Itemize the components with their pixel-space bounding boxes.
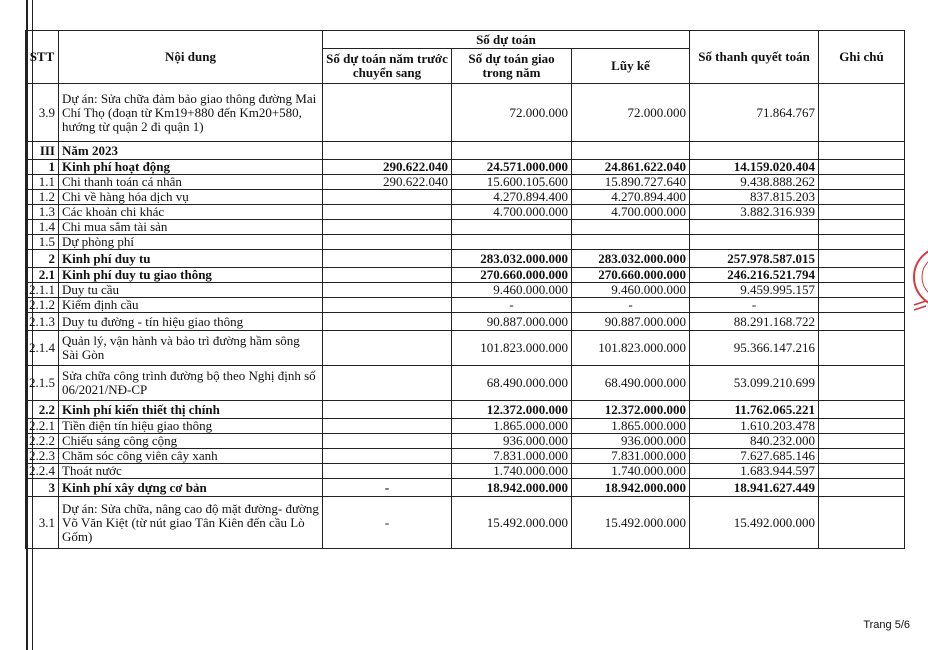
row-prev-year: [323, 434, 452, 449]
row-settlement: [690, 220, 819, 235]
header-prev-year: Số dự toán năm trước chuyển sang: [323, 49, 452, 84]
row-content: Chiếu sáng công cộng: [59, 434, 323, 449]
row-note: [819, 298, 905, 313]
row-content: Kinh phí xây dựng cơ bản: [59, 479, 323, 497]
row-content: Dự phòng phí: [59, 235, 323, 250]
budget-table: [25, 30, 905, 549]
row-prev-year: 290.622.040: [323, 160, 452, 175]
row-content: Chi mua sắm tài sản: [59, 220, 323, 235]
row-settlement: [690, 235, 819, 250]
row-settlement: 18.941.627.449: [690, 479, 819, 497]
row-settlement: 837.815.203: [690, 190, 819, 205]
table-row: [26, 366, 905, 401]
row-prev-year: 290.622.040: [323, 175, 452, 190]
row-prev-year: [323, 331, 452, 366]
row-note: [819, 313, 905, 331]
row-note: [819, 331, 905, 366]
row-this-year: 15.600.105.600: [452, 175, 572, 190]
row-stt: 2.1.5: [26, 366, 59, 401]
row-this-year: 270.660.000.000: [452, 268, 572, 283]
row-stt: 2.1.3: [26, 313, 59, 331]
row-prev-year: [323, 449, 452, 464]
row-cumulative: [572, 220, 690, 235]
page-number: Trang 5/6: [863, 619, 910, 631]
row-settlement: -: [690, 298, 819, 313]
row-settlement: 9.459.995.157: [690, 283, 819, 298]
row-prev-year: [323, 313, 452, 331]
row-cumulative: 15.492.000.000: [572, 497, 690, 549]
row-settlement: 246.216.521.794: [690, 268, 819, 283]
row-settlement: 3.882.316.939: [690, 205, 819, 220]
row-settlement: [690, 142, 819, 160]
row-content: Chi về hàng hóa dịch vụ: [59, 190, 323, 205]
row-cumulative: 101.823.000.000: [572, 331, 690, 366]
header-stt: STT: [26, 31, 59, 84]
table-row: [26, 268, 905, 283]
row-settlement: 53.099.210.699: [690, 366, 819, 401]
row-stt: 1.2: [26, 190, 59, 205]
row-prev-year: -: [323, 497, 452, 549]
table-row: [26, 160, 905, 175]
row-this-year: 15.492.000.000: [452, 497, 572, 549]
row-note: [819, 250, 905, 268]
row-this-year: [452, 220, 572, 235]
row-this-year: [452, 142, 572, 160]
row-cumulative: 9.460.000.000: [572, 283, 690, 298]
table-row: [26, 190, 905, 205]
row-stt: 1.4: [26, 220, 59, 235]
row-prev-year: [323, 298, 452, 313]
row-this-year: 18.942.000.000: [452, 479, 572, 497]
table-row: [26, 142, 905, 160]
row-note: [819, 160, 905, 175]
row-this-year: 12.372.000.000: [452, 401, 572, 419]
row-note: [819, 268, 905, 283]
row-prev-year: [323, 205, 452, 220]
row-content: Dự án: Sửa chữa đảm bảo giao thông đường Mai Chí Thọ (đoạn từ Km19+880 đến Km20+580, hướng từ quận 2 đi quận 1): [59, 84, 323, 142]
row-cumulative: 270.660.000.000: [572, 268, 690, 283]
row-this-year: 1.865.000.000: [452, 419, 572, 434]
row-settlement: 71.864.767: [690, 84, 819, 142]
row-cumulative: 283.032.000.000: [572, 250, 690, 268]
row-stt: III: [26, 142, 59, 160]
row-note: [819, 464, 905, 479]
table-row: [26, 283, 905, 298]
row-note: [819, 84, 905, 142]
row-cumulative: 68.490.000.000: [572, 366, 690, 401]
row-this-year: 24.571.000.000: [452, 160, 572, 175]
row-stt: 3: [26, 479, 59, 497]
row-this-year: 4.270.894.400: [452, 190, 572, 205]
row-stt: 2.2.1: [26, 419, 59, 434]
header-estimate-group: Số dự toán: [323, 31, 690, 49]
row-prev-year: [323, 419, 452, 434]
row-note: [819, 175, 905, 190]
row-content: Kinh phí kiến thiết thị chính: [59, 401, 323, 419]
row-note: [819, 220, 905, 235]
row-cumulative: 18.942.000.000: [572, 479, 690, 497]
row-this-year: 72.000.000: [452, 84, 572, 142]
row-cumulative: 15.890.727.640: [572, 175, 690, 190]
table-row: [26, 434, 905, 449]
table-row: [26, 419, 905, 434]
row-note: [819, 497, 905, 549]
row-content: Năm 2023: [59, 142, 323, 160]
row-prev-year: [323, 268, 452, 283]
row-content: Kinh phí duy tu: [59, 250, 323, 268]
table-row: [26, 298, 905, 313]
row-this-year: [452, 235, 572, 250]
row-stt: 2.2.4: [26, 464, 59, 479]
row-prev-year: -: [323, 479, 452, 497]
row-content: Chăm sóc công viên cây xanh: [59, 449, 323, 464]
row-content: Dự án: Sửa chữa, nâng cao độ mặt đường- đường Võ Văn Kiệt (từ nút giao Tân Kiên đến cầu Lò Gốm): [59, 497, 323, 549]
row-cumulative: [572, 142, 690, 160]
row-settlement: 7.627.685.146: [690, 449, 819, 464]
row-settlement: 1.683.944.597: [690, 464, 819, 479]
row-prev-year: [323, 142, 452, 160]
table-row: [26, 449, 905, 464]
row-settlement: 15.492.000.000: [690, 497, 819, 549]
row-content: Kinh phí hoạt động: [59, 160, 323, 175]
row-cumulative: 936.000.000: [572, 434, 690, 449]
row-cumulative: 4.270.894.400: [572, 190, 690, 205]
row-note: [819, 449, 905, 464]
row-content: Quản lý, vận hành và bảo trì đường hầm sông Sài Gòn: [59, 331, 323, 366]
header-settlement: Số thanh quyết toán: [690, 31, 819, 84]
row-this-year: 9.460.000.000: [452, 283, 572, 298]
row-cumulative: 12.372.000.000: [572, 401, 690, 419]
header-content: Nội dung: [59, 31, 323, 84]
row-cumulative: 1.740.000.000: [572, 464, 690, 479]
row-prev-year: [323, 84, 452, 142]
row-note: [819, 142, 905, 160]
row-cumulative: 90.887.000.000: [572, 313, 690, 331]
row-prev-year: [323, 250, 452, 268]
row-this-year: 936.000.000: [452, 434, 572, 449]
row-cumulative: 7.831.000.000: [572, 449, 690, 464]
row-content: Chi thanh toán cá nhân: [59, 175, 323, 190]
row-settlement: 88.291.168.722: [690, 313, 819, 331]
row-prev-year: [323, 190, 452, 205]
row-this-year: 90.887.000.000: [452, 313, 572, 331]
table-row: [26, 220, 905, 235]
row-prev-year: [323, 235, 452, 250]
row-settlement: 11.762.065.221: [690, 401, 819, 419]
row-content: Duy tu đường - tín hiệu giao thông: [59, 313, 323, 331]
table-row: [26, 479, 905, 497]
row-note: [819, 401, 905, 419]
row-this-year: 1.740.000.000: [452, 464, 572, 479]
row-settlement: 1.610.203.478: [690, 419, 819, 434]
table-row: [26, 250, 905, 268]
row-note: [819, 205, 905, 220]
row-this-year: 4.700.000.000: [452, 205, 572, 220]
row-cumulative: -: [572, 298, 690, 313]
row-prev-year: [323, 220, 452, 235]
row-content: Các khoản chi khác: [59, 205, 323, 220]
row-stt: 3.9: [26, 84, 59, 142]
table-row: [26, 235, 905, 250]
table-row: [26, 331, 905, 366]
row-stt: 1.3: [26, 205, 59, 220]
row-cumulative: 4.700.000.000: [572, 205, 690, 220]
row-settlement: 257.978.587.015: [690, 250, 819, 268]
row-cumulative: [572, 235, 690, 250]
table-body: [26, 84, 905, 549]
row-content: Tiền điện tín hiệu giao thông: [59, 419, 323, 434]
row-stt: 2.1.2: [26, 298, 59, 313]
row-cumulative: 24.861.622.040: [572, 160, 690, 175]
row-content: Thoát nước: [59, 464, 323, 479]
row-stt: 2.2.2: [26, 434, 59, 449]
row-settlement: 95.366.147.216: [690, 331, 819, 366]
row-cumulative: 1.865.000.000: [572, 419, 690, 434]
row-this-year: 68.490.000.000: [452, 366, 572, 401]
row-prev-year: [323, 366, 452, 401]
row-stt: 1.1: [26, 175, 59, 190]
row-content: Sửa chữa công trình đường bộ theo Nghị định số 06/2021/NĐ-CP: [59, 366, 323, 401]
red-stamp-fragment: [912, 235, 928, 320]
row-stt: 2.2: [26, 401, 59, 419]
row-content: Kiểm định cầu: [59, 298, 323, 313]
table-row: [26, 205, 905, 220]
row-settlement: 9.438.888.262: [690, 175, 819, 190]
row-stt: 2.1.4: [26, 331, 59, 366]
header-cumulative: Lũy kế: [572, 49, 690, 84]
row-content: Kinh phí duy tu giao thông: [59, 268, 323, 283]
row-stt: 2.2.3: [26, 449, 59, 464]
row-stt: 2.1: [26, 268, 59, 283]
table-row: [26, 84, 905, 142]
header-note: Ghi chú: [819, 31, 905, 84]
table-row: [26, 497, 905, 549]
row-stt: 1: [26, 160, 59, 175]
row-settlement: 14.159.020.404: [690, 160, 819, 175]
row-content: Duy tu cầu: [59, 283, 323, 298]
row-prev-year: [323, 401, 452, 419]
row-note: [819, 235, 905, 250]
row-this-year: 101.823.000.000: [452, 331, 572, 366]
row-cumulative: 72.000.000: [572, 84, 690, 142]
row-stt: 2.1.1: [26, 283, 59, 298]
table-row: [26, 401, 905, 419]
table-row: [26, 175, 905, 190]
row-stt: 3.1: [26, 497, 59, 549]
row-prev-year: [323, 464, 452, 479]
row-this-year: 283.032.000.000: [452, 250, 572, 268]
row-settlement: 840.232.000: [690, 434, 819, 449]
row-stt: 2: [26, 250, 59, 268]
row-prev-year: [323, 283, 452, 298]
row-stt: 1.5: [26, 235, 59, 250]
row-note: [819, 479, 905, 497]
row-this-year: 7.831.000.000: [452, 449, 572, 464]
header-this-year: Số dự toán giao trong năm: [452, 49, 572, 84]
table-row: [26, 313, 905, 331]
row-note: [819, 434, 905, 449]
row-this-year: -: [452, 298, 572, 313]
row-note: [819, 366, 905, 401]
row-note: [819, 283, 905, 298]
row-note: [819, 190, 905, 205]
table-row: [26, 464, 905, 479]
row-note: [819, 419, 905, 434]
